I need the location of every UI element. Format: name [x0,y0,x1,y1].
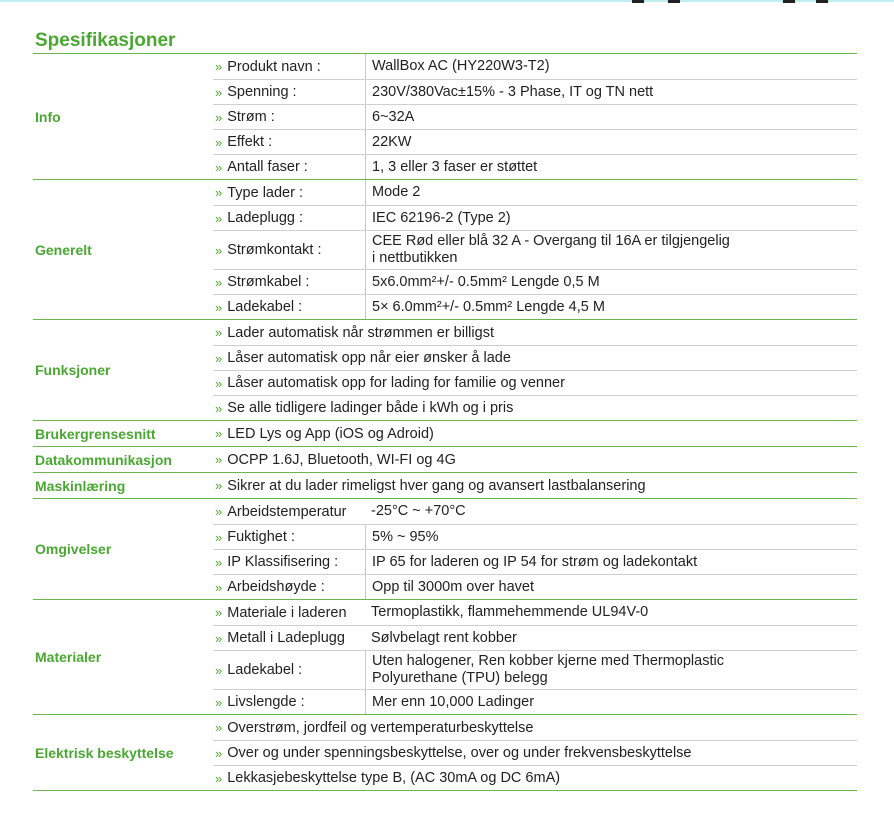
page-title: Spesifikasjoner [35,30,176,51]
spec-value: -25°C ~ +70°C [371,503,466,519]
bullet-text: Låser automatisk opp når eier ønsker å lade [227,350,511,366]
section-rows [213,715,857,790]
spec-label [213,206,365,230]
section-title: Maskinlæring [35,477,126,494]
section-rows [213,473,857,498]
bullet-row [213,345,857,370]
arrow-icon: » [215,770,223,786]
spec-label [213,155,365,179]
spec-value: Opp til 3000m over havet [365,575,857,599]
section-omgivelser [33,498,857,599]
spec-row [213,524,857,549]
arrow-icon: » [215,325,223,340]
arrow-icon: » [215,299,223,315]
spec-label [213,80,365,104]
spec-label [213,54,365,79]
spec-row [213,129,857,154]
section-rows [213,320,857,420]
section-funksjoner [33,319,857,420]
section-title: Funksjoner [35,362,111,378]
bullet-row [213,395,857,420]
spec-label-text: Ladekabel : [227,299,303,315]
spec-row [213,269,857,294]
section-datakommunikasjon [33,446,857,472]
section-title: Brukergrensesnitt [35,425,156,442]
spec-label [213,525,365,549]
top-border-line [0,0,894,2]
section-title: Datakommunikasjon [35,451,172,468]
section-title: Generelt [35,241,92,258]
section-rows [213,180,857,319]
spec-label [213,600,365,625]
section-rows [213,600,857,714]
spec-label-text: Strøm : [227,109,275,125]
bullet-row [213,421,857,446]
bullet-item [213,473,857,498]
section-elektrisk-beskyttelse [33,714,857,791]
bullet-text: Sikrer at du lader rimeligst hver gang og avansert lastbalansering [227,477,646,494]
spec-label [213,626,365,650]
spec-label-text: Antall faser : [227,159,308,175]
section-rows [213,499,857,599]
bullet-item [213,715,857,740]
bullet-text: Se alle tidligere ladinger både i kWh og i pris [227,400,514,416]
spec-label [213,231,365,269]
spec-label-text: IP Klassifisering : [227,554,339,570]
spec-label-text: Produkt navn : [227,58,321,75]
bullet-text: LED Lys og App (iOS og Adroid) [227,425,434,442]
spec-row [213,104,857,129]
spec-label [213,550,365,574]
bullet-item [213,741,857,765]
section-title: Info [35,108,61,125]
top-mark [632,0,644,3]
arrow-icon: » [215,185,223,200]
section-title: Elektrisk beskyttelse [35,744,174,761]
spec-value: IP 65 for laderen og IP 54 for strøm og ladekontakt [365,550,857,574]
arrow-icon: » [215,134,223,150]
bullet-item [213,371,857,395]
spec-label [213,180,365,205]
bullet-text: Låser automatisk opp for lading for familie og venner [227,375,565,391]
spec-value: CEE Rød eller blå 32 A - Overgang til 16A er tilgjengelig i nettbutikken [365,231,857,269]
spec-label-text: Ladekabel : [227,662,303,678]
spec-label-text: Effekt : [227,134,273,150]
spec-label [213,295,365,319]
arrow-icon: » [215,630,223,646]
spec-value: Mode 2 [365,180,857,205]
arrow-icon: » [215,350,223,366]
section-title: Omgivelser [35,541,112,557]
spec-value: 5x6.0mm²+/- 0.5mm² Lengde 0,5 M [365,270,857,294]
arrow-icon: » [215,579,223,595]
bullet-row [213,715,857,740]
spec-label [213,651,365,689]
spec-label-text: Materiale i laderen [227,604,347,621]
bullet-text: Lekkasjebeskyttelse type B, (AC 30mA og DC 6mA) [227,770,561,786]
bullet-row [213,765,857,790]
arrow-icon: » [215,426,223,441]
bullet-text: Lader automatisk når strømmen er billigst [227,324,494,341]
bullet-item [213,396,857,420]
section-maskinlaering [33,472,857,498]
spec-value: 5× 6.0mm²+/- 0.5mm² Lengde 4,5 M [365,295,857,319]
spec-label [213,270,365,294]
spec-row [213,625,857,650]
spec-value: 5% ~ 95% [365,525,857,549]
spec-table [33,53,857,791]
arrow-icon: » [215,59,223,74]
spec-row [213,79,857,104]
spec-value: 6~32A [365,105,857,129]
spec-value: Mer enn 10,000 Ladinger [365,690,857,714]
spec-value: IEC 62196-2 (Type 2) [365,206,857,230]
section-generelt [33,179,857,319]
arrow-icon: » [215,159,223,175]
spec-value: Termoplastikk, flammehemmende UL94V-0 [371,604,649,620]
top-mark [668,0,680,3]
arrow-icon: » [215,720,223,735]
spec-value: Uten halogener, Ren kobber kjerne med Thermoplastic Polyurethane (TPU) belegg [365,651,857,689]
bullet-text: Overstrøm, jordfeil og vertemperaturbeskyttelse [227,719,534,736]
spec-label-text: Strømkontakt : [227,242,322,258]
arrow-icon: » [215,605,223,620]
spec-row [213,294,857,319]
arrow-icon: » [215,210,223,226]
arrow-icon: » [215,662,223,678]
bullet-item [213,320,857,345]
spec-value: 1, 3 eller 3 faser er støttet [365,155,857,179]
spec-value: 22KW [365,130,857,154]
spec-label [213,575,365,599]
arrow-icon: » [215,274,223,290]
section-materialer [33,599,857,714]
spec-label-text: Spenning : [227,84,297,100]
spec-row [213,230,857,269]
spec-value: WallBox AC (HY220W3-T2) [365,54,857,79]
bullet-row [213,447,857,472]
arrow-icon: » [215,478,223,493]
arrow-icon: » [215,400,223,416]
spec-label [213,690,365,714]
spec-row [213,154,857,179]
top-mark [816,0,828,3]
section-brukergrensesnitt [33,420,857,446]
spec-row [213,499,857,524]
spec-label [213,105,365,129]
spec-label [213,499,365,524]
bullet-row [213,320,857,345]
section-rows [213,421,857,446]
spec-label-text: Type lader : [227,184,303,201]
spec-label-text: Strømkabel : [227,274,310,290]
spec-label-text: Metall i Ladeplugg [227,630,345,646]
section-rows [213,54,857,179]
arrow-icon: » [215,242,223,258]
section-title: Materialer [35,649,102,665]
bullet-item [213,346,857,370]
arrow-icon: » [215,504,223,519]
arrow-icon: » [215,452,223,467]
arrow-icon: » [215,745,223,761]
spec-label [213,130,365,154]
spec-value: Sølvbelagt rent kobber [371,629,517,646]
spec-row [213,54,857,79]
spec-row [213,650,857,689]
bullet-item [213,421,857,446]
arrow-icon: » [215,375,223,391]
bullet-text: OCPP 1.6J, Bluetooth, WI-FI og 4G [227,451,456,468]
bullet-row [213,473,857,498]
section-info [33,53,857,179]
arrow-icon: » [215,554,223,570]
spec-label-text: Livslengde : [227,694,305,710]
spec-row [213,205,857,230]
arrow-icon: » [215,109,223,125]
spec-row [213,600,857,625]
bullet-row [213,370,857,395]
bullet-item [213,766,857,790]
spec-label-text: Ladeplugg : [227,210,304,226]
spec-row [213,689,857,714]
arrow-icon: » [215,529,223,545]
bullet-text: Over og under spenningsbeskyttelse, over og under frekvensbeskyttelse [227,745,692,761]
spec-label-text: Fuktighet : [227,529,295,545]
arrow-icon: » [215,84,223,100]
spec-row [213,549,857,574]
arrow-icon: » [215,694,223,710]
spec-value: 230V/380Vac±15% - 3 Phase, IT og TN nett [365,80,857,104]
spec-row [213,180,857,205]
spec-label-text: Arbeidstemperatur [227,503,347,520]
bullet-item [213,447,857,472]
spec-row [213,574,857,599]
top-mark [783,0,795,3]
section-rows [213,447,857,472]
bullet-row [213,740,857,765]
spec-label-text: Arbeidshøyde : [227,579,325,595]
